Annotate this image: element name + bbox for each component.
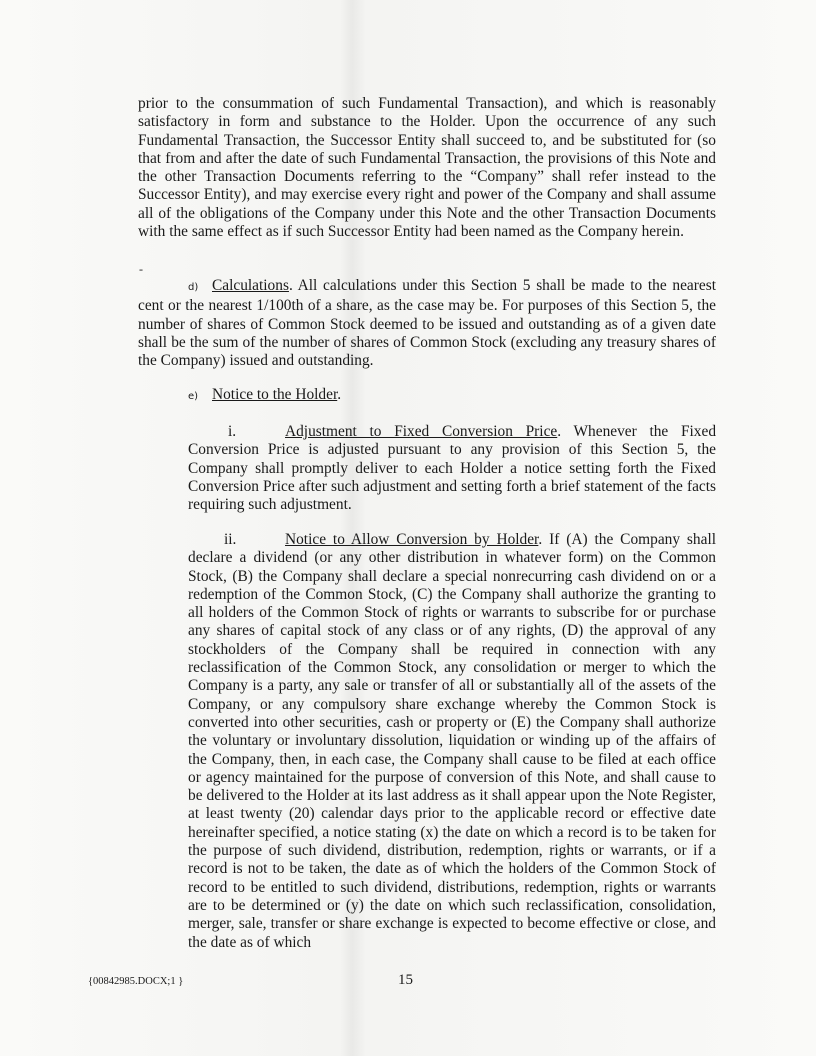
item-ii-heading: Notice to Allow Conversion by Holder <box>285 531 539 548</box>
section-e-marker: e) <box>188 391 199 402</box>
item-i-number: i. <box>228 423 237 440</box>
page-number: 15 <box>398 972 413 988</box>
item-ii-body: . If (A) the Company shall declare a dividend (or any other distribution in whatever form) on the Common Stock, (B) the Company shall declare a special nonrecurring cash dividend on or a redemption of the Common Stock, (C) the Company shall authorize the granting to all holders of the Common Stock of rights or warrants to subscribe for or purchase any shares of capital stock of any class or of any rights, (D) the approval of any stockholders of the Company shall be required in connection with any reclassification of the Common Stock, any consolidation or merger to which the Company is a party, any sale or transfer of all or substantially all of the assets of the Company, or any compulsory share exchange whereby the Common Stock is converted into other securities, cash or property or (E) the Company shall authorize the voluntary or involuntary dissolution, liquidation or winding up of the affairs of the Company, then, in each case, the Company shall cause to be filed at each office or agency maintained for the purpose of conversion of this Note, and shall cause to be delivered to the Holder at its last address as it shall appear upon the Note Register, at least twenty (20) calendar days prior to the applicable record or effective date hereinafter specified, a notice stating (x) the date on which a record is to be taken for the purpose of such dividend, distribution, redemption, rights or warrants, or if a record is not to be taken, the date as of which the holders of the Common Stock of record to be entitled to such dividend, distributions, redemption, rights or warrants are to be determined or (y) the date on which such reclassification, consolidation, merger, sale, transfer or share exchange is expected to become effective or close, and the date as of which <box>188 531 716 951</box>
item-i-adjustment <box>188 423 716 514</box>
section-d-body: . All calculations under this Section 5 shall be made to the nearest cent or the nearest 1/100th of a share, as the case may be. For purposes of this Section 5, the number of shares of Common Stock deemed to be issued and outstanding as of a given date shall be the sum of the number of shares of Common Stock (excluding any treasury shares of the Company) issued and outstanding. <box>138 277 716 370</box>
item-ii-number: ii. <box>224 531 237 548</box>
section-d-marker: d) <box>188 282 199 293</box>
stray-dash: - <box>139 262 143 276</box>
section-d-calculations <box>138 277 716 370</box>
section-e-notice <box>188 386 708 406</box>
section-e-trailing: . <box>337 386 342 403</box>
section-d-heading: Calculations <box>212 277 289 294</box>
item-i-heading: Adjustment to Fixed Conversion Price <box>285 423 558 440</box>
item-i-body: . Whenever the Fixed Conversion Price is adjusted pursuant to any provision of this Section 5, the Company shall promptly deliver to each Holder a notice setting forth the Fixed Conversion Price after such adjustment and setting forth a brief statement of the facts requiring such adjustment. <box>188 423 717 514</box>
section-e-heading: Notice to the Holder <box>212 386 338 403</box>
document-reference: {00842985.DOCX;1 } <box>88 976 184 987</box>
paragraph-continuation: prior to the consummation of such Fundamental Transaction), and which is reasonably satisfactory in form and substance to the Holder. Upon the occurrence of any such Fundamental Transaction, the Successor Entity shall succeed to, and be substituted for (so that from and after the date of such Fundamental Transaction, the provisions of this Note and the other Transaction Documents referring to the “Company” shall refer instead to the Successor Entity), and may exercise every right and power of the Company and shall assume all of the obligations of the Company under this Note and the other Transaction Documents with the same effect as if such Successor Entity had been named as the Company herein. <box>138 95 716 241</box>
item-ii-notice-conversion <box>188 531 716 952</box>
